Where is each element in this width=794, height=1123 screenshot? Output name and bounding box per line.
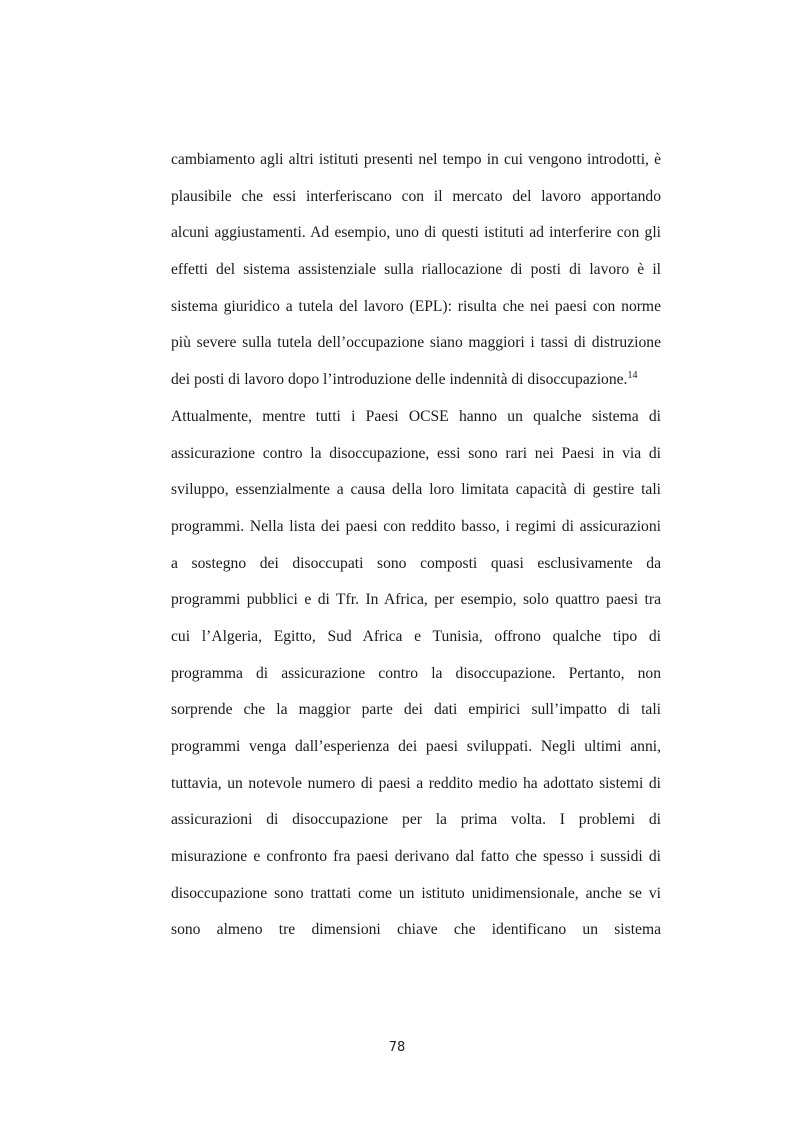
- body-text: [171, 149, 661, 956]
- text-line-6: più severe sulla tutela dell’occupazione siano maggiori i tassi di distruzione: [171, 334, 661, 352]
- text-line-10: sviluppo, essenzialmente a causa della loro limitata capacità di gestire tali: [171, 481, 661, 499]
- text-line-22: sono almeno tre dimensioni chiave che identificano un sistema: [171, 921, 661, 939]
- text-line-7-content: dei posti di lavoro dopo l’introduzione delle indennità di disoccupazione.: [171, 371, 628, 389]
- text-line-5: sistema giuridico a tutela del lavoro (EPL): risulta che nei paesi con norme: [171, 297, 661, 315]
- text-line-17: programmi venga dall’esperienza dei paesi sviluppati. Negli ultimi anni,: [171, 738, 661, 755]
- text-line-11: programmi. Nella lista dei paesi con reddito basso, i regimi di assicurazioni: [171, 517, 661, 535]
- text-line-14: cui l’Algeria, Egitto, Sud Africa e Tunisia, offrono qualche tipo di: [171, 627, 661, 645]
- text-line-20: misurazione e confronto fra paesi derivano dal fatto che spesso i sussidi di: [171, 848, 661, 866]
- text-line-8: Attualmente, mentre tutti i Paesi OCSE hanno un qualche sistema di: [171, 407, 661, 425]
- text-line-13: programmi pubblici e di Tfr. In Africa, per esempio, solo quattro paesi tra: [171, 591, 661, 609]
- text-line-18: tuttavia, un notevole numero di paesi a reddito medio ha adottato sistemi di: [171, 774, 661, 792]
- text-line-3: alcuni aggiustamenti. Ad esempio, uno di questi istituti ad interferire con gli: [171, 224, 661, 242]
- text-line-7: [171, 369, 661, 406]
- text-line-1: cambiamento agli altri istituti presenti nel tempo in cui vengono introdotti, è: [171, 151, 661, 168]
- text-line-16: sorprende che la maggior parte dei dati empirici sull’impatto di tali: [171, 701, 661, 719]
- page-number: 78: [388, 1040, 406, 1055]
- text-line-15: programma di assicurazione contro la disoccupazione. Pertanto, non: [171, 664, 661, 682]
- text-line-4: effetti del sistema assistenziale sulla riallocazione di posti di lavoro è il: [171, 261, 661, 279]
- footnote-marker[interactable]: 14: [627, 370, 638, 382]
- text-line-2: plausibile che essi interferiscano con il mercato del lavoro apportando: [171, 187, 661, 205]
- text-line-12: a sostegno dei disoccupati sono composti quasi esclusivamente da: [171, 554, 661, 572]
- text-line-21: disoccupazione sono trattati come un istituto unidimensionale, anche se vi: [171, 884, 661, 902]
- text-line-9: assicurazione contro la disoccupazione, essi sono rari nei Paesi in via di: [171, 444, 661, 462]
- text-line-19: assicurazioni di disoccupazione per la prima volta. I problemi di: [171, 811, 661, 829]
